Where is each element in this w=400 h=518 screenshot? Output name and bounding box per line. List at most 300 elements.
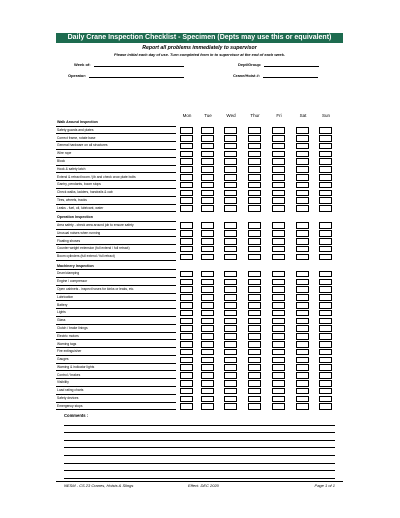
check-box-sun[interactable]: [319, 294, 332, 301]
check-box-wed[interactable]: [224, 158, 237, 165]
check-box-wed[interactable]: [224, 388, 237, 395]
check-box-sun[interactable]: [319, 190, 332, 197]
check-box-tue[interactable]: [201, 135, 214, 142]
form-title: Daily Crane Inspection Checklist - Specimen (Depts may use this or equivalent): [56, 33, 343, 43]
checklist-item-label: Gantry, pendants, boom stops: [56, 181, 176, 189]
check-box-sun[interactable]: [319, 182, 332, 189]
check-box-mon[interactable]: [180, 190, 193, 197]
check-box-thur[interactable]: [248, 151, 261, 158]
check-box-sat[interactable]: [296, 197, 309, 204]
check-box-mon[interactable]: [180, 166, 193, 173]
check-box-wed[interactable]: [224, 127, 237, 134]
check-box-sat[interactable]: [296, 174, 309, 181]
check-box-tue[interactable]: [201, 158, 214, 165]
check-box-fri[interactable]: [272, 286, 285, 293]
checklist-item-label: Boom cylinders (full extend / full retract): [56, 253, 176, 261]
check-box-mon[interactable]: [180, 310, 193, 317]
checklist-row: [56, 142, 343, 150]
check-box-tue[interactable]: [201, 310, 214, 317]
check-box-tue[interactable]: [201, 396, 214, 403]
check-box-tue[interactable]: [201, 166, 214, 173]
check-box-sat[interactable]: [296, 127, 309, 134]
check-box-mon[interactable]: [180, 279, 193, 286]
check-box-sun[interactable]: [319, 271, 332, 278]
check-box-fri[interactable]: [272, 318, 285, 325]
check-box-mon[interactable]: [180, 254, 193, 261]
check-box-mon[interactable]: [180, 403, 193, 410]
check-box-sat[interactable]: [296, 190, 309, 197]
check-box-tue[interactable]: [201, 238, 214, 245]
check-box-thur[interactable]: [248, 143, 261, 150]
check-box-mon[interactable]: [180, 205, 193, 212]
check-box-sun[interactable]: [319, 325, 332, 332]
check-box-wed[interactable]: [224, 294, 237, 301]
comment-line[interactable]: [64, 433, 335, 441]
check-box-wed[interactable]: [224, 254, 237, 261]
crane-hoist-label: Crane/Hoist #:: [233, 73, 261, 78]
check-box-fri[interactable]: [272, 310, 285, 317]
check-box-wed[interactable]: [224, 341, 237, 348]
checklist-row: [56, 253, 343, 261]
comments-label: Comments :: [64, 413, 89, 418]
check-box-thur[interactable]: [248, 349, 261, 356]
check-box-wed[interactable]: [224, 182, 237, 189]
checklist-row: [56, 174, 343, 182]
check-box-mon[interactable]: [180, 325, 193, 332]
check-box-wed[interactable]: [224, 135, 237, 142]
check-box-sat[interactable]: [296, 403, 309, 410]
check-box-mon[interactable]: [180, 302, 193, 309]
check-box-thur[interactable]: [248, 380, 261, 387]
check-box-sat[interactable]: [296, 286, 309, 293]
check-box-thur[interactable]: [248, 271, 261, 278]
check-box-mon[interactable]: [180, 333, 193, 340]
day-header: Wed: [226, 113, 236, 118]
check-box-sun[interactable]: [319, 222, 332, 229]
check-box-fri[interactable]: [272, 254, 285, 261]
check-box-sun[interactable]: [319, 246, 332, 253]
checklist-item-label: Open cabinets - inspect hoses for kinks or leaks, etc.: [56, 286, 176, 294]
check-box-wed[interactable]: [224, 197, 237, 204]
check-box-mon[interactable]: [180, 182, 193, 189]
check-box-fri[interactable]: [272, 143, 285, 150]
check-box-mon[interactable]: [180, 357, 193, 364]
checklist-item-label: General hardware on all structures: [56, 142, 176, 150]
check-box-tue[interactable]: [201, 205, 214, 212]
check-box-tue[interactable]: [201, 151, 214, 158]
check-box-sun[interactable]: [319, 372, 332, 379]
check-box-sun[interactable]: [319, 238, 332, 245]
checklist-row: [56, 278, 343, 286]
check-box-tue[interactable]: [201, 333, 214, 340]
checklist-item-label: Gauges: [56, 356, 176, 364]
check-box-wed[interactable]: [224, 286, 237, 293]
check-box-wed[interactable]: [224, 396, 237, 403]
checklist-row: [56, 309, 343, 317]
check-box-mon[interactable]: [180, 222, 193, 229]
check-box-tue[interactable]: [201, 246, 214, 253]
check-box-sat[interactable]: [296, 364, 309, 371]
checklist-item-label: Clutch / brake linings: [56, 325, 176, 333]
check-box-wed[interactable]: [224, 271, 237, 278]
check-box-wed[interactable]: [224, 151, 237, 158]
checklist-item-label: Warning & indicator lights: [56, 364, 176, 372]
check-box-mon[interactable]: [180, 271, 193, 278]
check-box-fri[interactable]: [272, 197, 285, 204]
check-box-sat[interactable]: [296, 341, 309, 348]
check-box-thur[interactable]: [248, 388, 261, 395]
check-box-fri[interactable]: [272, 127, 285, 134]
checklist-row: [56, 333, 343, 341]
check-box-thur[interactable]: [248, 190, 261, 197]
check-box-fri[interactable]: [272, 238, 285, 245]
check-box-wed[interactable]: [224, 143, 237, 150]
check-box-fri[interactable]: [272, 222, 285, 229]
check-box-sat[interactable]: [296, 349, 309, 356]
check-box-wed[interactable]: [224, 333, 237, 340]
check-box-sun[interactable]: [319, 143, 332, 150]
check-box-mon[interactable]: [180, 380, 193, 387]
check-box-wed[interactable]: [224, 205, 237, 212]
check-box-fri[interactable]: [272, 174, 285, 181]
check-box-thur[interactable]: [248, 166, 261, 173]
check-box-fri[interactable]: [272, 396, 285, 403]
check-box-sun[interactable]: [319, 357, 332, 364]
form-subtitle: Report all problems immediately to supervisor: [142, 45, 257, 51]
check-box-sat[interactable]: [296, 396, 309, 403]
check-box-wed[interactable]: [224, 403, 237, 410]
check-box-sun[interactable]: [319, 286, 332, 293]
check-box-wed[interactable]: [224, 372, 237, 379]
checklist-item-label: Warning tags: [56, 341, 176, 349]
check-box-fri[interactable]: [272, 302, 285, 309]
operator-field[interactable]: [68, 73, 184, 78]
check-box-sun[interactable]: [319, 333, 332, 340]
check-box-sat[interactable]: [296, 254, 309, 261]
check-box-thur[interactable]: [248, 318, 261, 325]
check-box-thur[interactable]: [248, 222, 261, 229]
check-box-sun[interactable]: [319, 151, 332, 158]
check-box-sat[interactable]: [296, 302, 309, 309]
checklist-row: [56, 238, 343, 246]
check-box-mon[interactable]: [180, 388, 193, 395]
check-box-thur[interactable]: [248, 302, 261, 309]
check-box-thur[interactable]: [248, 230, 261, 237]
checklist-row: [56, 286, 343, 294]
check-box-wed[interactable]: [224, 349, 237, 356]
check-box-thur[interactable]: [248, 205, 261, 212]
check-box-sun[interactable]: [319, 166, 332, 173]
check-box-mon[interactable]: [180, 341, 193, 348]
checklist-item-label: Wire rope: [56, 150, 176, 158]
check-box-tue[interactable]: [201, 279, 214, 286]
checklist-row: [56, 222, 343, 230]
check-box-sun[interactable]: [319, 341, 332, 348]
comment-line[interactable]: [64, 448, 335, 456]
dept-group-field[interactable]: [238, 62, 319, 67]
check-box-mon[interactable]: [180, 174, 193, 181]
check-box-fri[interactable]: [272, 333, 285, 340]
check-box-wed[interactable]: [224, 380, 237, 387]
check-box-fri[interactable]: [272, 403, 285, 410]
check-box-sun[interactable]: [319, 174, 332, 181]
check-box-sat[interactable]: [296, 310, 309, 317]
check-box-tue[interactable]: [201, 222, 214, 229]
check-box-sun[interactable]: [319, 349, 332, 356]
check-box-fri[interactable]: [272, 271, 285, 278]
check-box-tue[interactable]: [201, 357, 214, 364]
check-box-sat[interactable]: [296, 279, 309, 286]
check-box-sat[interactable]: [296, 388, 309, 395]
check-box-thur[interactable]: [248, 403, 261, 410]
check-box-thur[interactable]: [248, 182, 261, 189]
check-box-wed[interactable]: [224, 302, 237, 309]
day-header: Mon: [182, 113, 192, 118]
check-box-sat[interactable]: [296, 151, 309, 158]
check-box-fri[interactable]: [272, 341, 285, 348]
check-box-thur[interactable]: [248, 238, 261, 245]
check-box-fri[interactable]: [272, 205, 285, 212]
comment-line[interactable]: [64, 426, 335, 434]
check-box-mon[interactable]: [180, 143, 193, 150]
comment-line[interactable]: [64, 441, 335, 449]
check-box-wed[interactable]: [224, 174, 237, 181]
check-box-sat[interactable]: [296, 158, 309, 165]
check-box-fri[interactable]: [272, 372, 285, 379]
check-box-sat[interactable]: [296, 357, 309, 364]
check-box-tue[interactable]: [201, 318, 214, 325]
crane-hoist-field[interactable]: [233, 73, 318, 78]
check-box-sun[interactable]: [319, 254, 332, 261]
checklist-row: [56, 230, 343, 238]
day-header: Thur: [250, 113, 260, 118]
checklist-row: [56, 379, 343, 387]
check-box-fri[interactable]: [272, 166, 285, 173]
check-box-tue[interactable]: [201, 294, 214, 301]
check-box-wed[interactable]: [224, 279, 237, 286]
check-box-sun[interactable]: [319, 205, 332, 212]
check-box-mon[interactable]: [180, 318, 193, 325]
check-box-mon[interactable]: [180, 349, 193, 356]
check-box-tue[interactable]: [201, 286, 214, 293]
day-header: Sat: [299, 113, 307, 118]
checklist-item-label: Visibility: [56, 379, 176, 387]
check-box-mon[interactable]: [180, 238, 193, 245]
checklist-item-label: Leaks - fuel, oil, lubricant, water: [56, 205, 176, 213]
check-box-fri[interactable]: [272, 279, 285, 286]
checklist-row: [56, 325, 343, 333]
check-box-sat[interactable]: [296, 294, 309, 301]
check-box-sun[interactable]: [319, 230, 332, 237]
check-box-thur[interactable]: [248, 254, 261, 261]
check-box-sat[interactable]: [296, 246, 309, 253]
check-box-tue[interactable]: [201, 388, 214, 395]
comment-line[interactable]: [64, 418, 335, 426]
check-box-sun[interactable]: [319, 318, 332, 325]
check-box-sat[interactable]: [296, 271, 309, 278]
checklist-row: [56, 205, 343, 213]
check-box-sat[interactable]: [296, 333, 309, 340]
check-box-tue[interactable]: [201, 380, 214, 387]
check-box-sun[interactable]: [319, 310, 332, 317]
check-box-sat[interactable]: [296, 380, 309, 387]
check-box-fri[interactable]: [272, 158, 285, 165]
check-box-mon[interactable]: [180, 364, 193, 371]
check-box-tue[interactable]: [201, 254, 214, 261]
check-box-sun[interactable]: [319, 403, 332, 410]
check-box-sun[interactable]: [319, 396, 332, 403]
check-box-sat[interactable]: [296, 166, 309, 173]
check-box-thur[interactable]: [248, 135, 261, 142]
check-box-tue[interactable]: [201, 230, 214, 237]
check-box-fri[interactable]: [272, 380, 285, 387]
check-box-mon[interactable]: [180, 127, 193, 134]
check-box-mon[interactable]: [180, 294, 193, 301]
checklist-item-label: Area safety - check area around job to ensure safety: [56, 222, 176, 230]
comment-line[interactable]: [64, 456, 335, 464]
check-box-mon[interactable]: [180, 158, 193, 165]
check-box-fri[interactable]: [272, 349, 285, 356]
check-box-sat[interactable]: [296, 325, 309, 332]
check-box-mon[interactable]: [180, 135, 193, 142]
check-box-thur[interactable]: [248, 357, 261, 364]
check-box-mon[interactable]: [180, 230, 193, 237]
checklist-item-label: Extend & retract boom / jib and check crow plate bolts: [56, 174, 176, 182]
check-box-thur[interactable]: [248, 325, 261, 332]
comment-line[interactable]: [64, 471, 335, 479]
checklist-row: [56, 189, 343, 197]
check-box-mon[interactable]: [180, 286, 193, 293]
check-box-wed[interactable]: [224, 357, 237, 364]
check-box-fri[interactable]: [272, 294, 285, 301]
checklist-item-label: Lights: [56, 309, 176, 317]
check-box-thur[interactable]: [248, 158, 261, 165]
check-box-sun[interactable]: [319, 197, 332, 204]
section-header: [56, 263, 343, 271]
checklist-item-label: Hook & safety latch: [56, 166, 176, 174]
checklist-item-label: Check walks, ladders, handrails & cab: [56, 189, 176, 197]
checklist-item-label: Floating shoses: [56, 238, 176, 246]
check-box-thur[interactable]: [248, 333, 261, 340]
check-box-thur[interactable]: [248, 372, 261, 379]
check-box-tue[interactable]: [201, 372, 214, 379]
check-box-sat[interactable]: [296, 238, 309, 245]
check-box-tue[interactable]: [201, 197, 214, 204]
check-box-mon[interactable]: [180, 372, 193, 379]
check-box-tue[interactable]: [201, 190, 214, 197]
check-box-fri[interactable]: [272, 246, 285, 253]
check-box-sat[interactable]: [296, 135, 309, 142]
checklist-row: [56, 270, 343, 278]
comment-line[interactable]: [64, 464, 335, 472]
check-box-thur[interactable]: [248, 310, 261, 317]
check-box-tue[interactable]: [201, 349, 214, 356]
check-box-sun[interactable]: [319, 135, 332, 142]
check-box-tue[interactable]: [201, 182, 214, 189]
checklist-item-label: Safety devices: [56, 395, 176, 403]
check-box-fri[interactable]: [272, 135, 285, 142]
check-box-thur[interactable]: [248, 294, 261, 301]
check-box-sun[interactable]: [319, 279, 332, 286]
check-box-fri[interactable]: [272, 182, 285, 189]
check-box-wed[interactable]: [224, 222, 237, 229]
check-box-sat[interactable]: [296, 222, 309, 229]
check-box-mon[interactable]: [180, 246, 193, 253]
section-header: [56, 214, 343, 222]
check-box-tue[interactable]: [201, 143, 214, 150]
check-box-tue[interactable]: [201, 174, 214, 181]
check-box-wed[interactable]: [224, 310, 237, 317]
check-box-wed[interactable]: [224, 364, 237, 371]
check-box-fri[interactable]: [272, 357, 285, 364]
check-box-thur[interactable]: [248, 246, 261, 253]
check-box-tue[interactable]: [201, 325, 214, 332]
check-box-sat[interactable]: [296, 372, 309, 379]
checklist-row: [56, 403, 343, 411]
check-box-thur[interactable]: [248, 341, 261, 348]
check-box-wed[interactable]: [224, 190, 237, 197]
check-box-wed[interactable]: [224, 238, 237, 245]
check-box-sat[interactable]: [296, 205, 309, 212]
check-box-tue[interactable]: [201, 127, 214, 134]
check-box-sat[interactable]: [296, 318, 309, 325]
check-box-sat[interactable]: [296, 143, 309, 150]
check-box-thur[interactable]: [248, 127, 261, 134]
week-of-field[interactable]: [74, 62, 184, 67]
checklist-item-label: Load rating charts: [56, 387, 176, 395]
check-box-fri[interactable]: [272, 325, 285, 332]
check-box-sun[interactable]: [319, 127, 332, 134]
check-box-tue[interactable]: [201, 403, 214, 410]
check-box-wed[interactable]: [224, 166, 237, 173]
check-box-mon[interactable]: [180, 151, 193, 158]
checklist-row: [56, 364, 343, 372]
check-box-sun[interactable]: [319, 388, 332, 395]
check-box-sat[interactable]: [296, 230, 309, 237]
check-box-thur[interactable]: [248, 396, 261, 403]
check-box-fri[interactable]: [272, 190, 285, 197]
check-box-sun[interactable]: [319, 302, 332, 309]
check-box-fri[interactable]: [272, 388, 285, 395]
check-box-mon[interactable]: [180, 396, 193, 403]
checklist-row: [56, 158, 343, 166]
check-box-thur[interactable]: [248, 197, 261, 204]
check-box-thur[interactable]: [248, 279, 261, 286]
check-box-thur[interactable]: [248, 174, 261, 181]
check-box-wed[interactable]: [224, 230, 237, 237]
check-box-wed[interactable]: [224, 318, 237, 325]
check-box-tue[interactable]: [201, 364, 214, 371]
check-box-sun[interactable]: [319, 158, 332, 165]
checklist-item-label: Battery: [56, 302, 176, 310]
check-box-sun[interactable]: [319, 364, 332, 371]
check-box-fri[interactable]: [272, 151, 285, 158]
check-box-fri[interactable]: [272, 230, 285, 237]
check-box-sat[interactable]: [296, 182, 309, 189]
check-box-thur[interactable]: [248, 286, 261, 293]
check-box-tue[interactable]: [201, 271, 214, 278]
check-box-tue[interactable]: [201, 341, 214, 348]
check-box-mon[interactable]: [180, 197, 193, 204]
check-box-wed[interactable]: [224, 325, 237, 332]
check-box-wed[interactable]: [224, 246, 237, 253]
week-of-label: Week of:: [74, 62, 91, 67]
check-box-sun[interactable]: [319, 380, 332, 387]
check-box-thur[interactable]: [248, 364, 261, 371]
checklist-item-label: Glass: [56, 317, 176, 325]
check-box-fri[interactable]: [272, 364, 285, 371]
check-box-tue[interactable]: [201, 302, 214, 309]
